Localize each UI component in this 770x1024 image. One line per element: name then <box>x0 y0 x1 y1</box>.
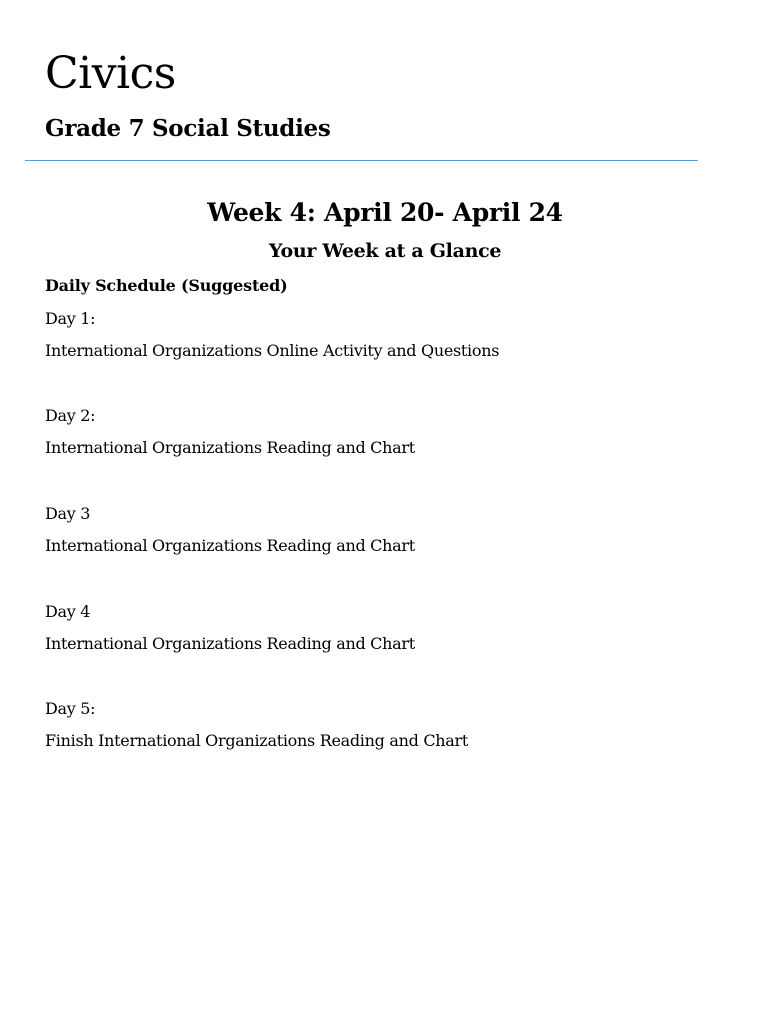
header-divider <box>25 160 698 161</box>
day-entry-5 <box>45 698 725 752</box>
day-entry-4 <box>45 601 725 655</box>
day-label: Day 3 <box>45 504 91 523</box>
day-task: Finish International Organizations Reading and Chart <box>45 731 468 750</box>
week-heading: Week 4: April 20- April 24 <box>207 198 563 227</box>
day-entry-2 <box>45 405 725 459</box>
day-label: Day 2: <box>45 406 96 425</box>
week-subheading: Your Week at a Glance <box>268 240 502 262</box>
day-task: International Organizations Reading and Chart <box>45 536 415 555</box>
day-label: Day 5: <box>45 699 96 718</box>
document-title: Civics <box>45 48 176 99</box>
document-subtitle: Grade 7 Social Studies <box>45 115 331 142</box>
day-label: Day 4 <box>45 602 91 621</box>
day-task: International Organizations Online Activity and Questions <box>45 341 500 360</box>
day-task: International Organizations Reading and Chart <box>45 438 415 457</box>
day-entry-1 <box>45 308 725 362</box>
day-entry-3 <box>45 503 725 557</box>
day-task: International Organizations Reading and Chart <box>45 634 415 653</box>
schedule-heading: Daily Schedule (Suggested) <box>45 276 288 295</box>
day-label: Day 1: <box>45 309 96 328</box>
